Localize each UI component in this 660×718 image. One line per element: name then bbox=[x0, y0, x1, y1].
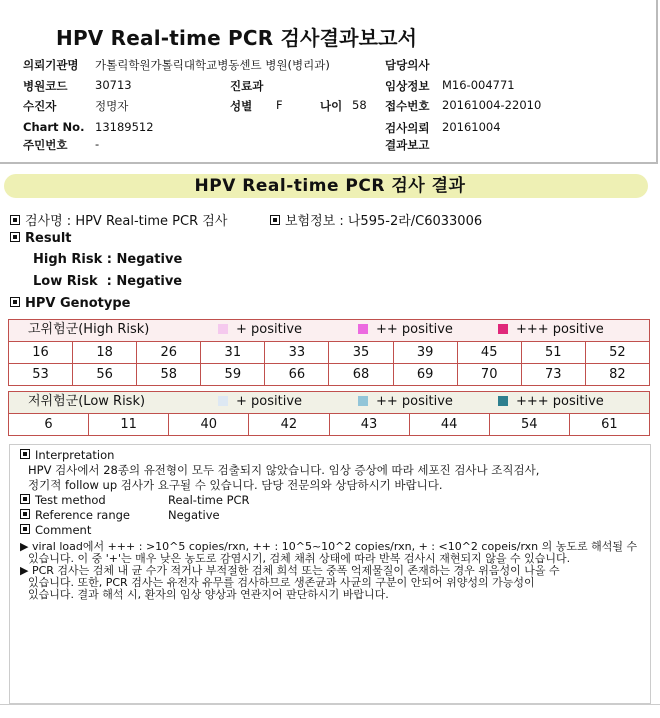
insurance-line bbox=[270, 210, 482, 229]
report-title: HPV Real-time PCR 검사결과보고서 bbox=[56, 26, 418, 50]
comment-line-1: ▶ viral load에서 +++ : >10^5 copies/rxn, ++ : 10^5~10^2 copies/rxn, + : <10^2 copeis/rxn 의 농도로 해석될 수 bbox=[20, 540, 638, 553]
low-legend-1 bbox=[218, 391, 302, 412]
doctor-label: 담당의사 bbox=[385, 58, 430, 72]
institution-value: 가톨릭학원가톨릭대학교병동센트 병원(병리과) bbox=[95, 58, 330, 72]
legend-label: ++ positive bbox=[376, 322, 453, 337]
high-risk-result: High Risk : Negative bbox=[33, 252, 183, 267]
low-risk-result: Low Risk : Negative bbox=[33, 274, 183, 289]
genotype-cell: 43 bbox=[329, 414, 409, 436]
legend-label: +++ positive bbox=[516, 394, 604, 409]
patient-label: 수진자 bbox=[23, 99, 57, 113]
genotype-cell: 6 bbox=[9, 414, 89, 436]
test-name: 검사명 : HPV Real-time PCR 검사 bbox=[25, 214, 228, 229]
bullet-icon bbox=[20, 509, 30, 519]
sex-label: 성별 bbox=[230, 99, 253, 113]
reference-range-heading bbox=[20, 508, 130, 523]
genotype-cell: 39 bbox=[393, 342, 457, 364]
low-risk-table bbox=[8, 413, 650, 436]
test-method-label: Test method bbox=[35, 493, 106, 507]
legend-swatch bbox=[358, 324, 368, 334]
clinical-info-label: 임상정보 bbox=[385, 79, 430, 93]
legend-label: ++ positive bbox=[376, 394, 453, 409]
result-title: HPV Real-time PCR 검사 결과 bbox=[194, 176, 466, 196]
genotype-cell: 42 bbox=[249, 414, 329, 436]
legend-swatch bbox=[218, 324, 228, 334]
genotype-cell: 56 bbox=[73, 364, 137, 386]
genotype-cell: 52 bbox=[585, 342, 649, 364]
genotype-cell: 66 bbox=[265, 364, 329, 386]
request-date-value: 20161004 bbox=[442, 120, 501, 134]
legend-swatch bbox=[358, 396, 368, 406]
genotype-cell: 58 bbox=[137, 364, 201, 386]
test-method-value: Real-time PCR bbox=[168, 493, 250, 507]
header-row-institution bbox=[23, 57, 79, 73]
hospital-code-label: 병원코드 bbox=[23, 79, 68, 93]
test-name-line bbox=[10, 210, 227, 229]
legend-label: +++ positive bbox=[516, 322, 604, 337]
bullet-icon bbox=[20, 494, 30, 504]
high-risk-table bbox=[8, 341, 650, 386]
interpretation-line-1: HPV 검사에서 28종의 유전형이 모두 검출되지 않았습니다. 임상 증상에 따라 세포진 검사나 조직검사, bbox=[28, 463, 540, 477]
comment-line-2: 있습니다. 이 중 '+'는 매우 낮은 농도로 감염시기, 검체 채취 상태에 따라 반복 검사시 재현되지 않을 수 있습니다. bbox=[28, 552, 571, 565]
reference-range-label: Reference range bbox=[35, 508, 131, 522]
table-row bbox=[9, 414, 650, 436]
chart-no-value: 13189512 bbox=[95, 120, 154, 134]
bullet-icon bbox=[10, 215, 20, 225]
resident-no-label: 주민번호 bbox=[23, 138, 68, 152]
genotype-heading bbox=[10, 296, 130, 311]
receipt-no-label: 접수번호 bbox=[385, 99, 430, 113]
genotype-cell: 16 bbox=[9, 342, 73, 364]
high-risk-title: 고위험군(High Risk) bbox=[28, 322, 150, 337]
sex-value: F bbox=[276, 98, 283, 112]
legend-label: + positive bbox=[236, 322, 303, 337]
report-label: 결과보고 bbox=[385, 138, 430, 152]
high-legend-2 bbox=[358, 319, 453, 340]
genotype-cell: 35 bbox=[329, 342, 393, 364]
genotype-cell: 69 bbox=[393, 364, 457, 386]
high-legend-3 bbox=[498, 319, 604, 340]
genotype-cell: 59 bbox=[201, 364, 265, 386]
low-risk-title: 저위험군(Low Risk) bbox=[28, 394, 146, 409]
receipt-no-value: 20161004-22010 bbox=[442, 98, 542, 112]
interpretation-label: Interpretation bbox=[35, 448, 115, 462]
genotype-cell: 70 bbox=[457, 364, 521, 386]
resident-no-value: - bbox=[95, 137, 100, 151]
institution-label: 의뢰기관명 bbox=[23, 58, 79, 72]
legend-swatch bbox=[218, 396, 228, 406]
age-value: 58 bbox=[352, 98, 367, 112]
genotype-cell: 33 bbox=[265, 342, 329, 364]
genotype-cell: 54 bbox=[489, 414, 569, 436]
bottom-edge bbox=[0, 704, 660, 718]
result-heading bbox=[10, 231, 72, 246]
low-legend-3 bbox=[498, 391, 604, 412]
genotype-cell: 40 bbox=[169, 414, 249, 436]
age-label: 나이 bbox=[320, 99, 343, 113]
comment-label: Comment bbox=[35, 523, 92, 537]
table-row bbox=[9, 342, 650, 364]
interpretation-line-2: 정기적 follow up 검사가 요구될 수 있습니다. 담당 전문의와 상담하시기 바랍니다. bbox=[28, 478, 443, 492]
genotype-cell: 73 bbox=[521, 364, 585, 386]
genotype-cell: 53 bbox=[9, 364, 73, 386]
legend-swatch bbox=[498, 396, 508, 406]
comment-line-4: 있습니다. 또한, PCR 검사는 유전자 유무를 검사하므로 생존균과 사균의 구분이 안되어 위양성의 가능성이 bbox=[28, 576, 535, 589]
genotype-cell: 61 bbox=[569, 414, 649, 436]
comment-heading bbox=[20, 523, 91, 538]
legend-swatch bbox=[498, 324, 508, 334]
genotype-label: HPV Genotype bbox=[25, 296, 131, 311]
genotype-cell: 26 bbox=[137, 342, 201, 364]
department-label: 진료과 bbox=[230, 79, 264, 93]
bullet-icon bbox=[270, 215, 280, 225]
reference-range-value: Negative bbox=[168, 508, 220, 522]
bullet-icon bbox=[20, 449, 30, 459]
comment-line-3: ▶ PCR 검사는 검체 내 균 수가 적거나 부적절한 검체 희석 또는 중폭 억제물질이 존재하는 경우 위음성이 나올 수 bbox=[20, 564, 560, 577]
bullet-icon bbox=[20, 524, 30, 534]
genotype-cell: 11 bbox=[89, 414, 169, 436]
hospital-code-value: 30713 bbox=[95, 78, 132, 92]
bullet-icon bbox=[10, 297, 20, 307]
genotype-cell: 45 bbox=[457, 342, 521, 364]
genotype-cell: 82 bbox=[585, 364, 649, 386]
test-method-heading bbox=[20, 493, 106, 508]
patient-value: 정명자 bbox=[95, 99, 129, 113]
clinical-info-value: M16-004771 bbox=[442, 78, 515, 92]
genotype-cell: 31 bbox=[201, 342, 265, 364]
request-date-label: 검사의뢰 bbox=[385, 121, 430, 135]
table-row bbox=[9, 364, 650, 386]
comment-line-5: 있습니다. 결과 해석 시, 환자의 임상 양상과 연관지어 판단하시기 바랍니다. bbox=[28, 588, 389, 601]
high-legend-1 bbox=[218, 319, 302, 340]
interpretation-heading bbox=[20, 448, 114, 463]
legend-label: + positive bbox=[236, 394, 303, 409]
genotype-cell: 44 bbox=[409, 414, 489, 436]
chart-no-label: Chart No. bbox=[23, 120, 85, 134]
bullet-icon bbox=[10, 232, 20, 242]
genotype-cell: 51 bbox=[521, 342, 585, 364]
insurance-info: 보험정보 : 나595-2라/C6033006 bbox=[285, 214, 483, 229]
low-legend-2 bbox=[358, 391, 453, 412]
genotype-cell: 18 bbox=[73, 342, 137, 364]
genotype-cell: 68 bbox=[329, 364, 393, 386]
result-label: Result bbox=[25, 231, 72, 246]
